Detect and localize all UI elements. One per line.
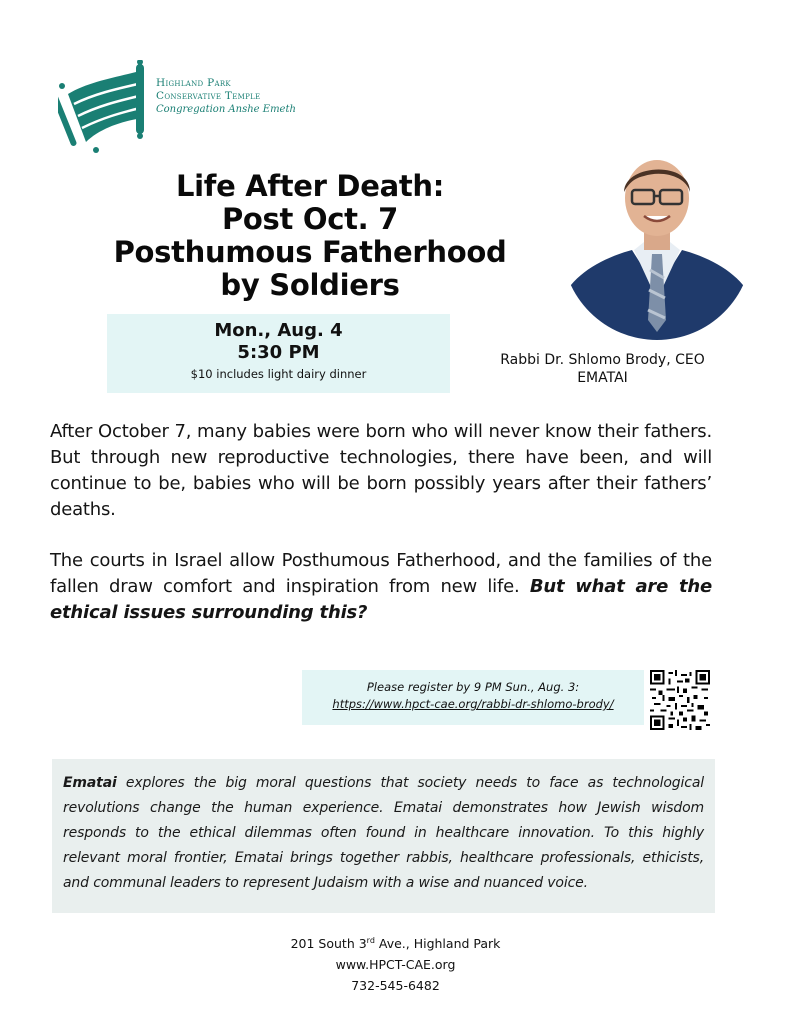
register-box — [302, 670, 644, 725]
ematai-info-box — [52, 759, 715, 913]
ematai-description-text: explores the big moral questions that society needs to face as technological revolutions change the human experience. Ematai demonstrates how Jewish wisdom responds to the ethical dilemmas often found in healthcare innovation. To this highly relevant moral frontier, Ematai brings together rabbis, healthcare professionals, ethicists, and communal leaders to represent Judaism with a wise and nuanced voice. — [63, 775, 704, 891]
address-superscript: rd — [366, 936, 375, 945]
footer-contact — [200, 930, 591, 996]
speaker-org: EMATAI — [577, 370, 628, 386]
temple-logo — [58, 60, 296, 155]
event-date: Mon., Aug. 4 — [214, 320, 343, 341]
org-name-line2: Conservative Temple — [156, 90, 261, 102]
speaker-photo — [562, 150, 752, 340]
body-paragraph-2-emphasis: But what are the ethical issues surrounding this? — [50, 576, 712, 623]
title-line3: Posthumous Fatherhood — [113, 235, 507, 269]
body-paragraph-2-text: The courts in Israel allow Posthumous Fatherhood, and the families of the fallen draw comfort and inspiration from new life. — [50, 550, 712, 597]
event-title — [60, 170, 560, 302]
org-name-line3: Congregation Anshe Emeth — [156, 104, 296, 115]
body-paragraph-1: After October 7, many babies were born who will never know their fathers. But through new reproductive technologies, there have been, and will continue to be, babies who will be born possibly years after their fathers’ deaths. — [50, 421, 712, 520]
ematai-name: Ematai — [63, 775, 117, 791]
footer-website[interactable]: www.HPCT-CAE.org — [335, 957, 456, 973]
qr-code-icon — [650, 670, 710, 730]
torah-scroll-icon — [58, 60, 154, 155]
org-name-line1: Highland Park — [156, 77, 231, 89]
footer-phone: 732-545-6482 — [351, 978, 440, 994]
title-line1: Life After Death: — [175, 169, 445, 203]
event-price: $10 includes light dairy dinner — [190, 367, 367, 381]
title-line2: Post Oct. 7 — [221, 202, 399, 236]
register-link[interactable]: https://www.hpct-cae.org/rabbi-dr-shlomo-brody/ — [332, 697, 614, 711]
body-paragraph-2 — [50, 548, 712, 626]
event-time: 5:30 PM — [237, 342, 320, 363]
title-line4: by Soldiers — [220, 268, 400, 302]
address-part-2: Ave., Highland Park — [374, 936, 501, 952]
event-details-box — [107, 314, 450, 393]
address-part-1: 201 South 3 — [290, 936, 367, 952]
register-instruction: Please register by 9 PM Sun., Aug. 3: — [366, 680, 580, 694]
footer-address — [200, 930, 591, 954]
qr-code[interactable] — [650, 670, 710, 730]
speaker-caption — [470, 351, 735, 387]
speaker-name: Rabbi Dr. Shlomo Brody, CEO — [500, 352, 705, 368]
ematai-description — [63, 771, 704, 896]
